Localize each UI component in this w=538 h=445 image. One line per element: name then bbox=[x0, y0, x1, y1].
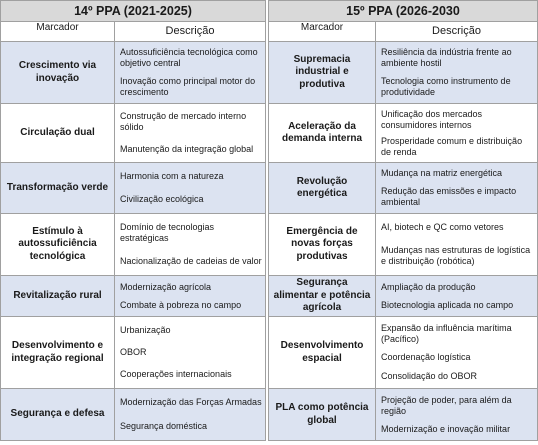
marker-cell: Transformação verde bbox=[1, 163, 115, 213]
header-description: Descrição bbox=[432, 25, 481, 37]
table-row bbox=[0, 214, 266, 276]
description-item: Prosperidade comum e distribuição de renda bbox=[381, 135, 523, 157]
description-item: Modernização agrícola bbox=[120, 281, 212, 292]
description-item: Modernização e inovação militar bbox=[381, 423, 511, 434]
table-row bbox=[0, 276, 266, 317]
table-row bbox=[268, 214, 538, 276]
header-description: Descrição bbox=[165, 25, 215, 37]
description-cell bbox=[115, 389, 265, 440]
header-marker: Marcador bbox=[1, 22, 115, 41]
table-row bbox=[0, 104, 266, 163]
table-row bbox=[268, 276, 538, 317]
marker-cell: PLA como potência global bbox=[269, 389, 376, 440]
table-row bbox=[268, 42, 538, 104]
table-row bbox=[268, 317, 538, 389]
description-item: Expansão da influência marítima (Pacífico) bbox=[381, 322, 512, 344]
description-item: Construção de mercado interno sólido bbox=[120, 111, 247, 133]
description-cell bbox=[376, 42, 537, 103]
description-item: Biotecnologia aplicada no campo bbox=[381, 299, 514, 310]
description-item: Projeção de poder, para além da região bbox=[381, 394, 512, 416]
description-item: Unificação dos mercados consumidores internos bbox=[381, 108, 483, 130]
marker-cell: Crescimento via inovação bbox=[1, 42, 115, 103]
description-cell bbox=[376, 214, 537, 275]
description-item: Autossuficiência tecnológica como objetivo central bbox=[120, 47, 258, 69]
description-item: Manutenção da integração global bbox=[120, 143, 254, 154]
description-item: Mudança na matriz energética bbox=[381, 168, 503, 179]
description-cell bbox=[115, 276, 265, 316]
marker-cell: Circulação dual bbox=[1, 104, 115, 162]
description-item: Mudanças nas estruturas de logística e distribuição (robótica) bbox=[381, 245, 531, 266]
marker-cell: Revolução energética bbox=[269, 163, 376, 213]
marker-cell: Segurança alimentar e potência agrícola bbox=[269, 276, 376, 316]
description-cell bbox=[115, 163, 265, 213]
description-item: Consolidação do OBOR bbox=[381, 371, 478, 382]
table-row bbox=[0, 389, 266, 441]
marker-cell: Emergência de novas forças produtivas bbox=[269, 214, 376, 275]
description-item: Combate à pobreza no campo bbox=[120, 299, 242, 310]
header-row bbox=[0, 22, 266, 42]
table-15-ppa bbox=[268, 0, 538, 445]
table-row bbox=[268, 389, 538, 441]
description-item: Resiliência da indústria frente ao ambiente hostil bbox=[381, 47, 512, 69]
marker-cell: Estímulo à autossuficiência tecnológica bbox=[1, 214, 115, 275]
description-item: Redução das emissões e impacto ambiental bbox=[381, 185, 517, 207]
description-item: AI, biotech e QC como vetores bbox=[381, 222, 504, 232]
table-row bbox=[268, 104, 538, 163]
description-cell bbox=[376, 276, 537, 316]
description-item: Harmonia com a natureza bbox=[120, 171, 224, 181]
marker-cell: Aceleração da demanda interna bbox=[269, 104, 376, 162]
description-item: Civilização ecológica bbox=[120, 194, 204, 204]
table-row bbox=[0, 42, 266, 104]
table-title: 15º PPA (2026-2030 bbox=[268, 0, 538, 22]
table-14-ppa bbox=[0, 0, 266, 445]
marker-cell: Revitalização rural bbox=[1, 276, 115, 316]
marker-cell: Supremacia industrial e produtiva bbox=[269, 42, 376, 103]
description-item: Modernização das Forças Armadas bbox=[120, 397, 262, 408]
table-row bbox=[268, 163, 538, 214]
description-cell bbox=[115, 42, 265, 103]
description-item: Segurança doméstica bbox=[120, 420, 208, 431]
table-row bbox=[0, 317, 266, 389]
description-item: Coordenação logística bbox=[381, 352, 471, 363]
description-cell bbox=[115, 317, 265, 388]
description-item: Cooperações internacionais bbox=[120, 369, 232, 380]
description-cell bbox=[376, 163, 537, 213]
description-item: Ampliação da produção bbox=[381, 281, 476, 292]
header-marker: Marcador bbox=[269, 22, 376, 41]
description-cell bbox=[376, 317, 537, 388]
description-item: Domínio de tecnologias estratégicas bbox=[120, 222, 215, 243]
description-cell bbox=[376, 104, 537, 162]
marker-cell: Segurança e defesa bbox=[1, 389, 115, 440]
description-item: Urbanização bbox=[120, 324, 171, 335]
description-item: Tecnologia como instrumento de produtividade bbox=[381, 75, 511, 97]
table-title: 14º PPA (2021-2025) bbox=[0, 0, 266, 22]
marker-cell: Desenvolvimento espacial bbox=[269, 317, 376, 388]
description-item: Nacionalização de cadeias de valor bbox=[120, 256, 262, 266]
marker-cell: Desenvolvimento e integração regional bbox=[1, 317, 115, 388]
description-cell bbox=[115, 104, 265, 162]
table-row bbox=[0, 163, 266, 214]
description-cell bbox=[376, 389, 537, 440]
description-item: OBOR bbox=[120, 346, 147, 357]
header-row bbox=[268, 22, 538, 42]
description-item: Inovação como principal motor do crescimento bbox=[120, 75, 256, 97]
description-cell bbox=[115, 214, 265, 275]
